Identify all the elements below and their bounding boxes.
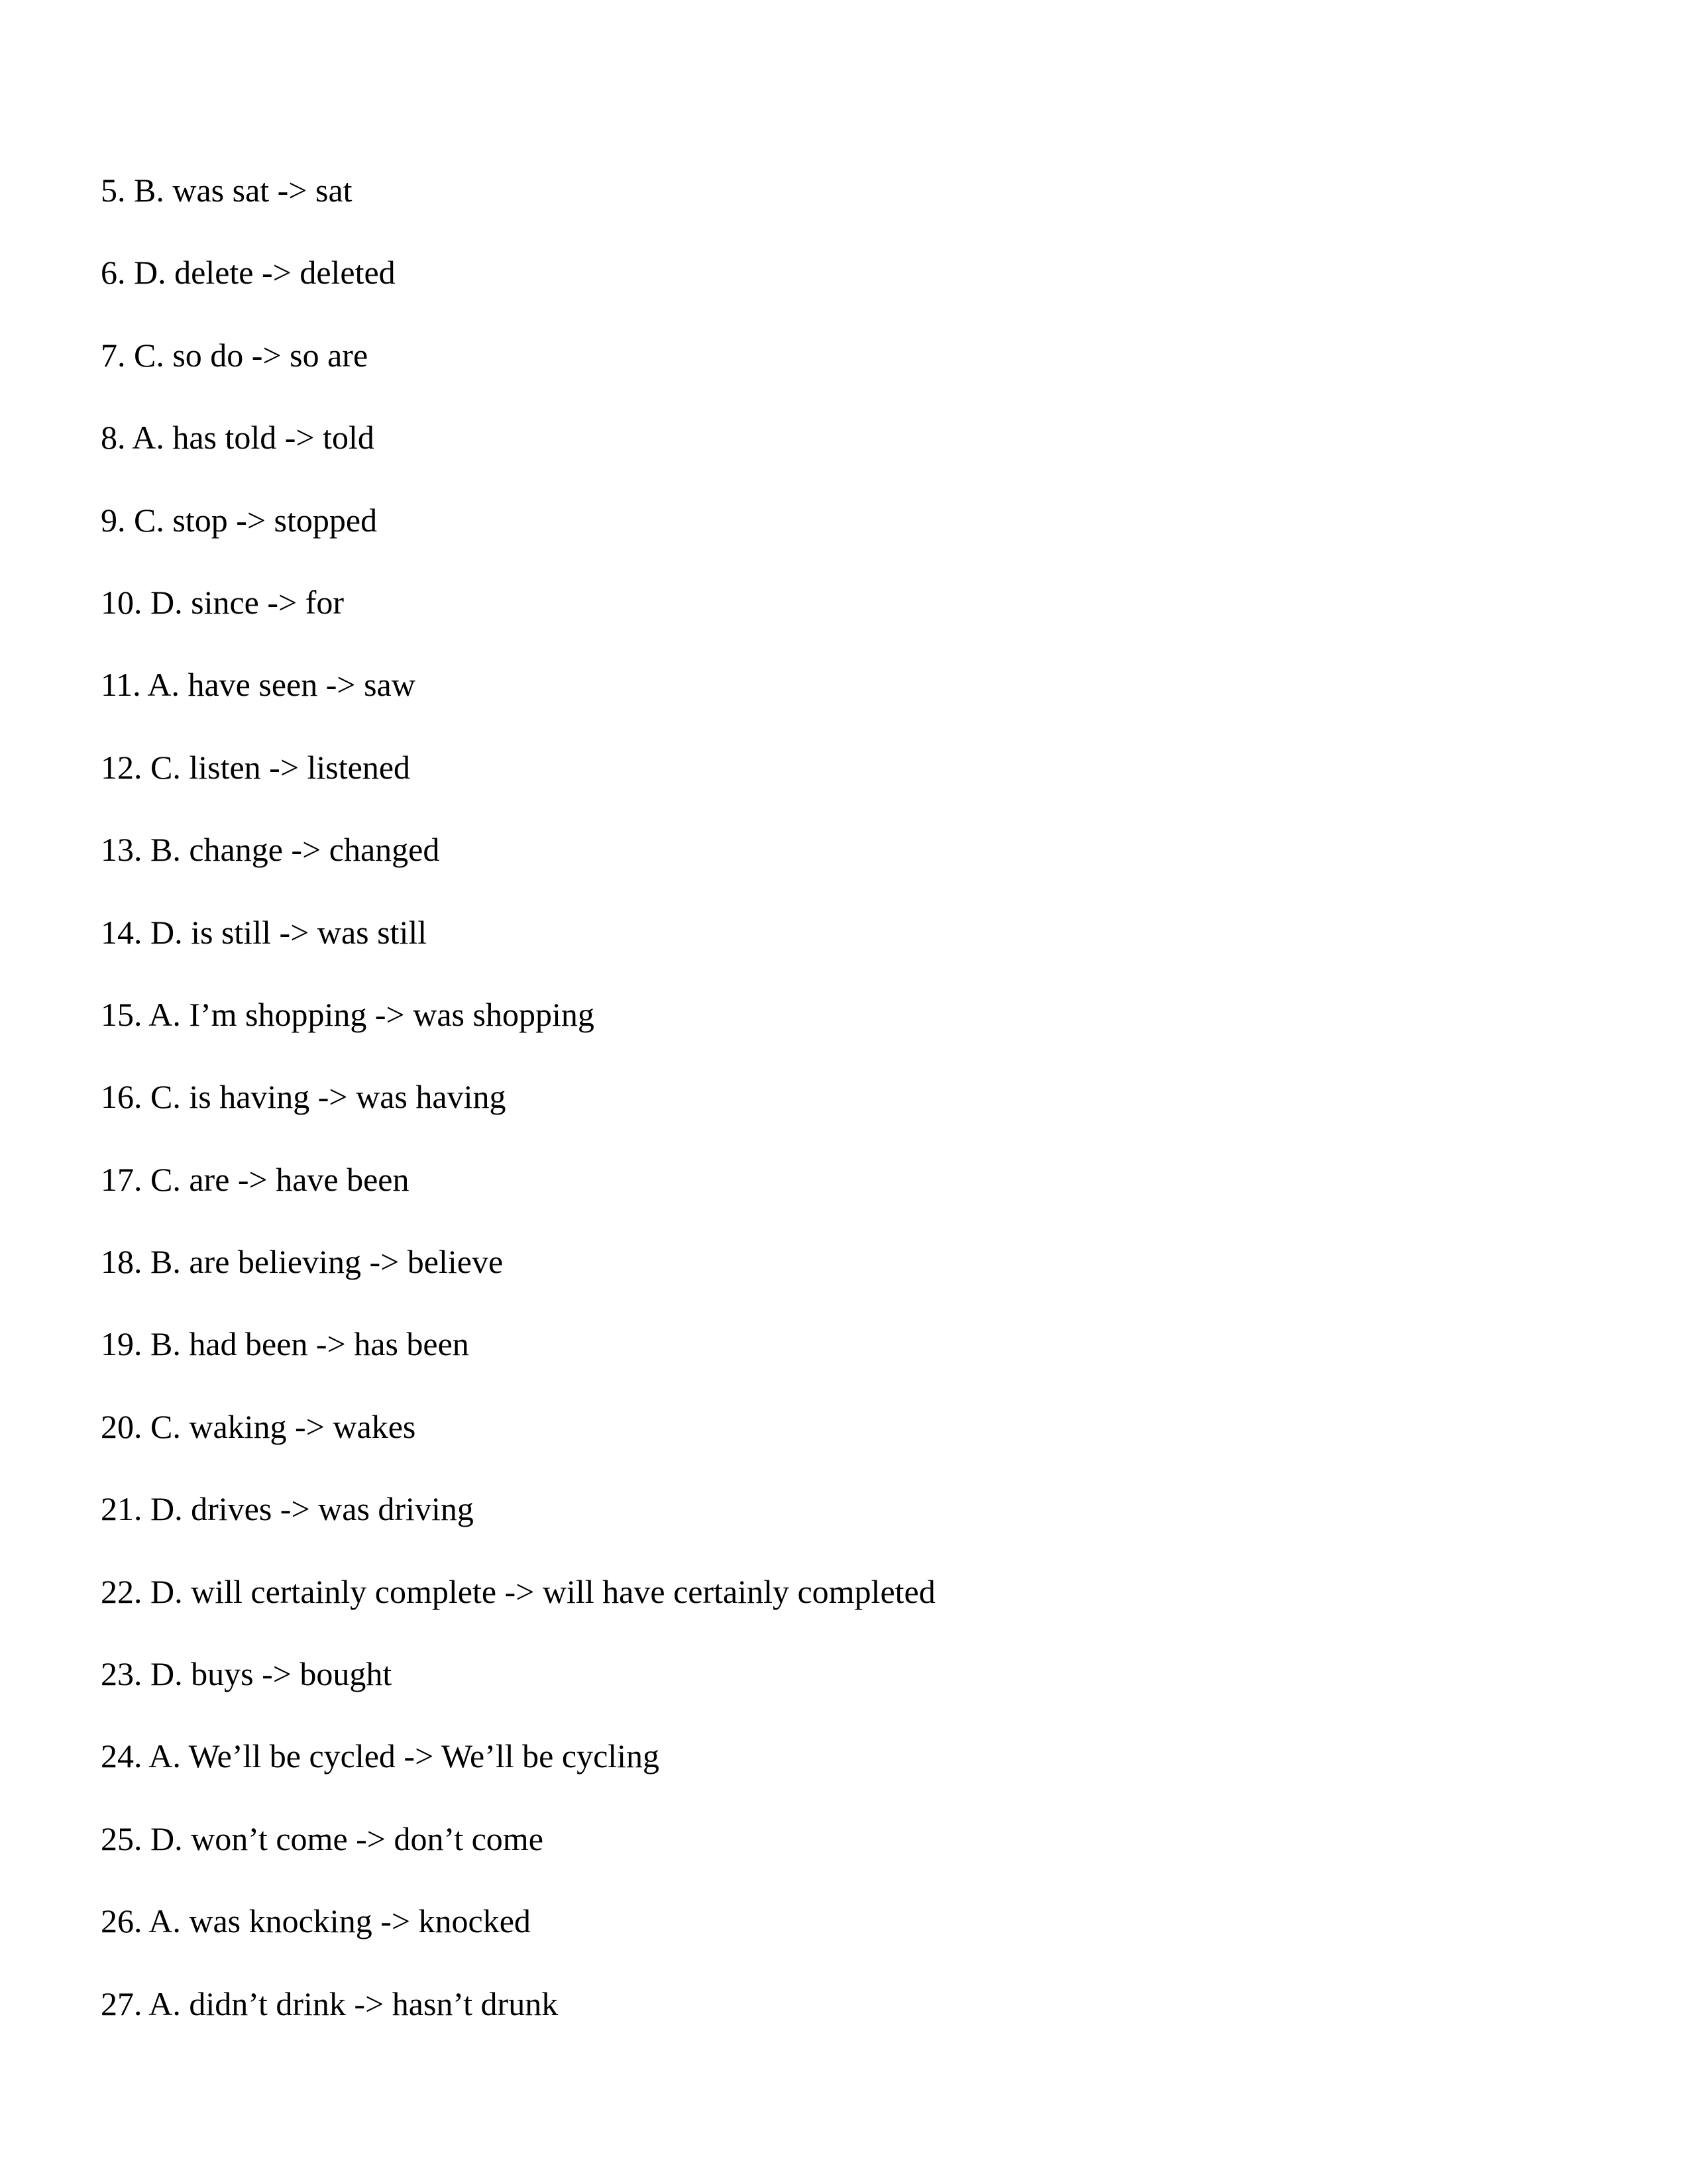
answer-item: 17. C. are -> have been xyxy=(101,1160,409,1198)
answer-item: 18. B. are believing -> believe xyxy=(101,1243,504,1281)
answer-item: 21. D. drives -> was driving xyxy=(101,1490,474,1528)
answer-item: 9. C. stop -> stopped xyxy=(101,501,378,539)
answer-item: 13. B. change -> changed xyxy=(101,831,440,869)
answer-item: 7. C. so do -> so are xyxy=(101,336,368,374)
answer-item: 12. C. listen -> listened xyxy=(101,748,411,786)
answer-item: 5. B. was sat -> sat xyxy=(101,172,353,209)
answer-item: 27. A. didn’t drink -> hasn’t drunk xyxy=(101,1985,559,2022)
answer-item: 10. D. since -> for xyxy=(101,583,344,621)
answer-item: 20. C. waking -> wakes xyxy=(101,1407,416,1445)
answer-item: 24. A. We’ll be cycled -> We’ll be cycling xyxy=(101,1737,660,1775)
answer-item: 11. A. have seen -> saw xyxy=(101,666,415,704)
answer-item: 6. D. delete -> deleted xyxy=(101,254,396,292)
answer-item: 19. B. had been -> has been xyxy=(101,1325,469,1363)
answer-item: 23. D. buys -> bought xyxy=(101,1655,392,1693)
answer-item: 25. D. won’t come -> don’t come xyxy=(101,1820,543,1857)
answer-item: 26. A. was knocking -> knocked xyxy=(101,1902,531,1940)
answer-item: 15. A. I’m shopping -> was shopping xyxy=(101,995,594,1033)
answer-item: 8. A. has told -> told xyxy=(101,419,374,457)
answer-item: 22. D. will certainly complete -> will have certainly completed xyxy=(101,1572,936,1610)
answer-item: 14. D. is still -> was still xyxy=(101,913,427,951)
answer-item: 16. C. is having -> was having xyxy=(101,1078,506,1116)
answer-list xyxy=(101,167,936,2063)
